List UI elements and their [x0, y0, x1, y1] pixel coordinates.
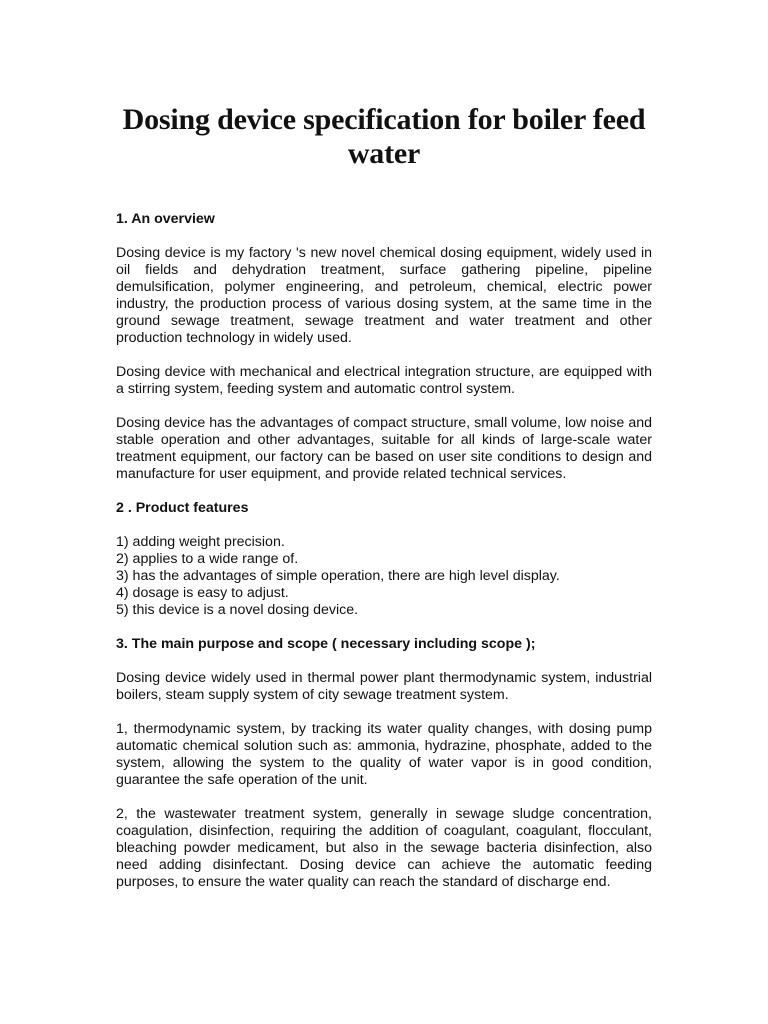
features-list: [116, 534, 652, 619]
overview-paragraph-2: Dosing device with mechanical and electrical integration structure, are equipped with a stirring system, feeding system and automatic control system.: [116, 364, 652, 397]
purpose-paragraph-3: 2, the wastewater treatment system, generally in sewage sludge concentration, coagulation, disinfection, requiring the addition of coagulant, coagulant, flocculant, bleaching powder medicament, but also in the sewage bacteria disinfection, also need adding disinfectant. Dosing device can achieve the automatic feeding purposes, to ensure the water quality can reach the standard of discharge end.: [116, 806, 652, 890]
list-item: 4) dosage is easy to adjust.: [116, 585, 289, 601]
list-item: 1) adding weight precision.: [116, 534, 285, 550]
list-item: 2) applies to a wide range of.: [116, 551, 299, 567]
section-heading-features: 2 . Product features: [116, 500, 249, 516]
document-title: Dosing device specification for boiler feed water: [122, 103, 646, 170]
section-heading-overview: 1. An overview: [116, 211, 215, 227]
overview-paragraph-1: Dosing device is my factory 's new novel chemical dosing equipment, widely used in oil fields and dehydration treatment, surface gathering pipeline, pipeline demulsification, polymer engineering, and petroleum, chemical, electric power industry, the production process of various dosing system, at the same time in the ground sewage treatment, sewage treatment and water treatment and other production technology in widely used.: [116, 245, 652, 346]
purpose-paragraph-2: 1, thermodynamic system, by tracking its water quality changes, with dosing pump automatic chemical solution such as: ammonia, hydrazine, phosphate, added to the system, allowing the system to the quality of water vapor is in good condition, guarantee the safe operation of the unit.: [116, 721, 652, 788]
purpose-paragraph-1: Dosing device widely used in thermal power plant thermodynamic system, industrial boilers, steam supply system of city sewage treatment system.: [116, 670, 652, 703]
list-item: 3) has the advantages of simple operation, there are high level display.: [116, 568, 560, 584]
list-item: 5) this device is a novel dosing device.: [116, 602, 359, 618]
section-heading-purpose: 3. The main purpose and scope ( necessary including scope );: [116, 636, 536, 652]
overview-paragraph-3: Dosing device has the advantages of compact structure, small volume, low noise and stable operation and other advantages, suitable for all kinds of large-scale water treatment equipment, our factory can be based on user site conditions to design and manufacture for user equipment, and provide related technical services.: [116, 415, 652, 482]
